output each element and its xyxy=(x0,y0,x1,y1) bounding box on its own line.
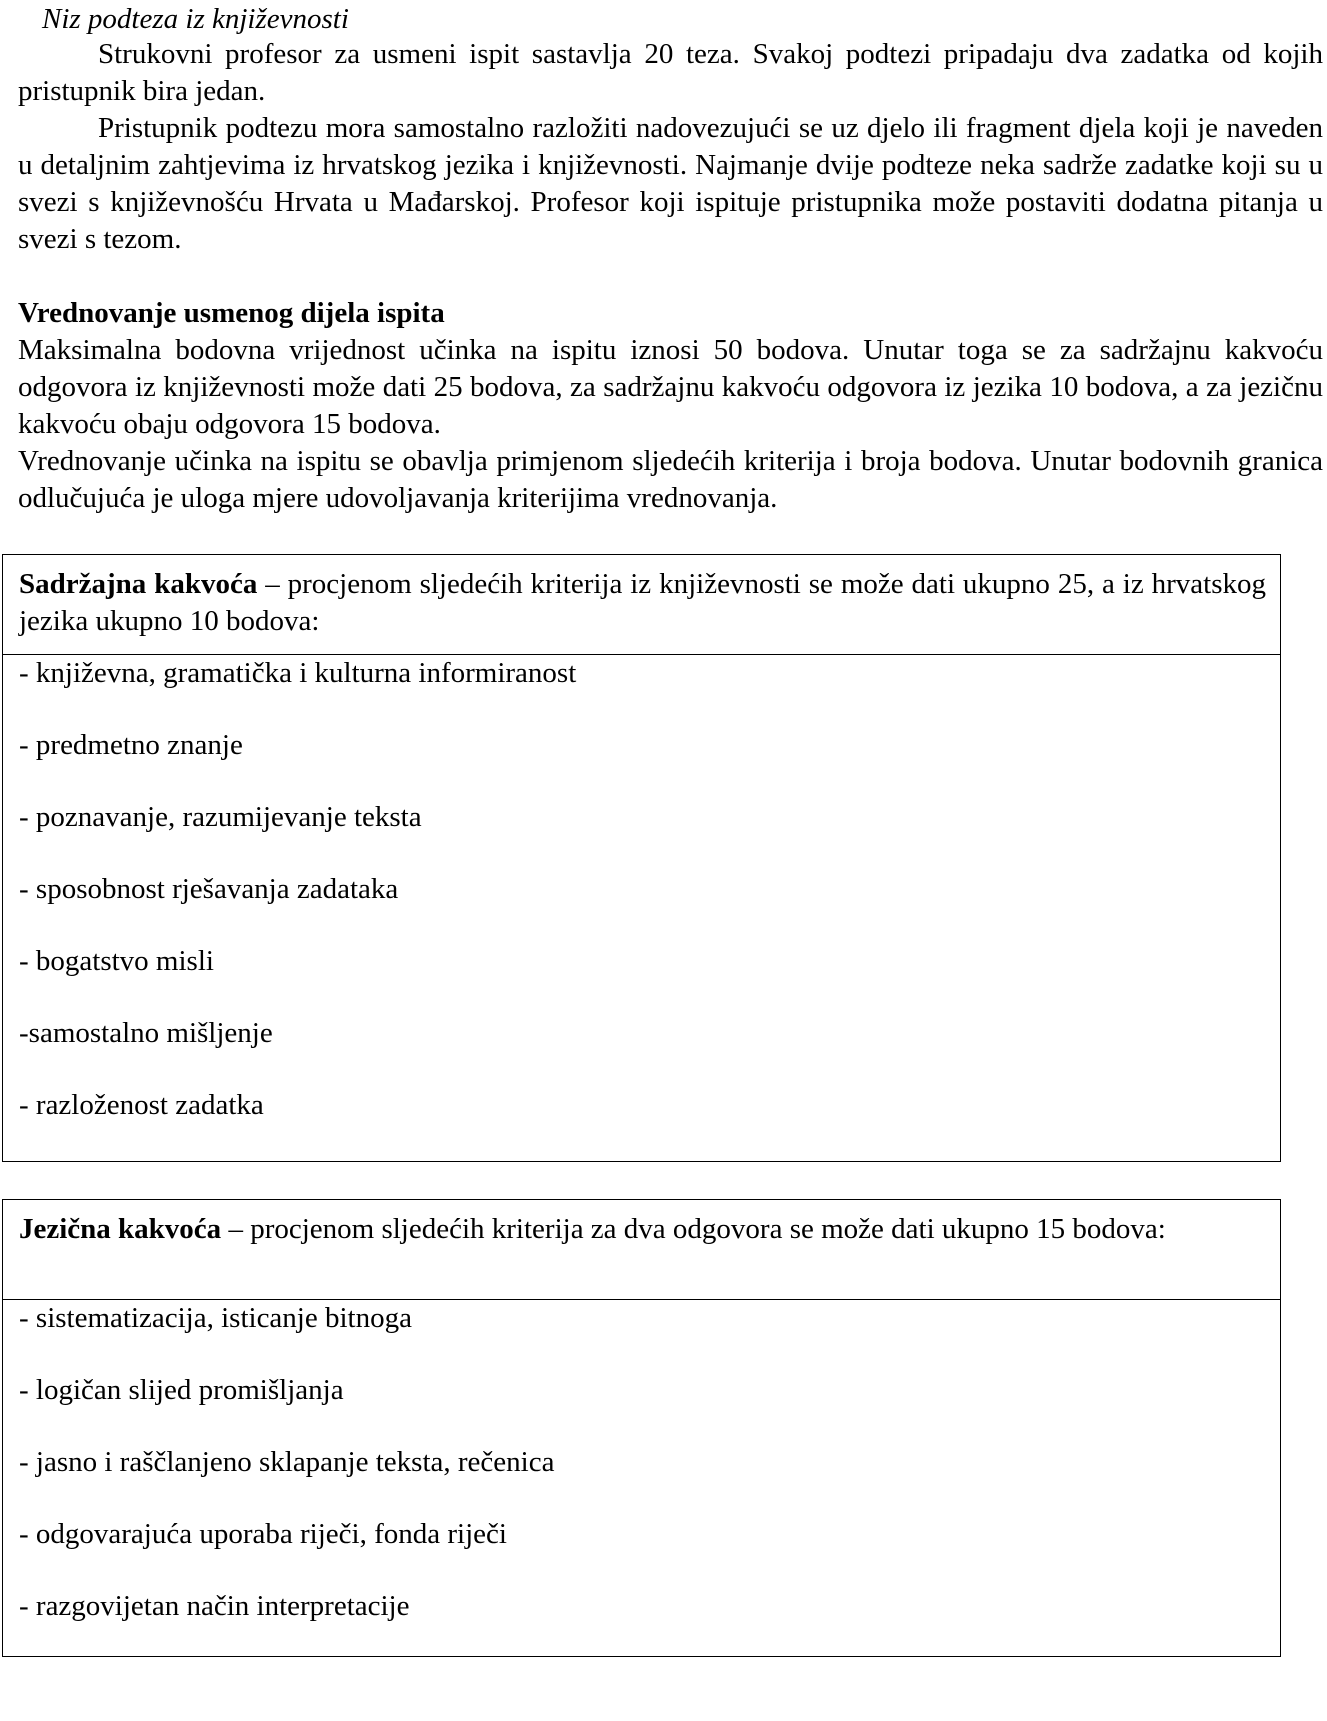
sadrzajna-kakvoca-table xyxy=(2,554,1281,1162)
criterion-item: - sistematizacija, isticanje bitnoga xyxy=(19,1302,412,1334)
section-heading: Vrednovanje usmenog dijela ispita xyxy=(18,297,445,329)
criterion-item: - logičan slijed promišljanja xyxy=(19,1374,344,1406)
subheading: Niz podteza iz književnosti xyxy=(42,3,349,35)
criterion-item: - književna, gramatička i kulturna informiranost xyxy=(19,657,577,689)
criterion-item: - poznavanje, razumijevanje teksta xyxy=(19,801,422,833)
jezicna-kakvoca-title: Jezična kakvoća xyxy=(19,1213,222,1245)
sadrzajna-kakvoca-description: – procjenom sljedećih kriterija iz književnosti se može dati ukupno 25, a iz hrvatskog jezika ukupno 10 bodova: xyxy=(19,568,1266,637)
criterion-item: - bogatstvo misli xyxy=(19,945,214,977)
jezicna-kakvoca-header xyxy=(3,1200,1280,1300)
jezicna-kakvoca-description: – procjenom sljedećih kriterija za dva odgovora se može dati ukupno 15 bodova: xyxy=(221,1213,1166,1245)
jezicna-criteria-list xyxy=(3,1300,1280,1656)
criterion-item: - odgovarajuća uporaba riječi, fonda riječi xyxy=(19,1518,507,1550)
criterion-item: - predmetno znanje xyxy=(19,729,243,761)
intro-paragraph-1: Strukovni profesor za usmeni ispit sastavlja 20 teza. Svakoj podtezi pripadaju dva zadatka od kojih pristupnik bira jedan. xyxy=(18,38,1323,107)
jezicna-kakvoca-table xyxy=(2,1199,1281,1657)
criterion-item: - jasno i raščlanjeno sklapanje teksta, rečenica xyxy=(19,1446,555,1478)
criterion-item: - sposobnost rješavanja zadataka xyxy=(19,873,399,905)
criterion-item: - razgovijetan način interpretacije xyxy=(19,1590,410,1622)
vrednovanje-paragraph-2: Vrednovanje učinka na ispitu se obavlja primjenom sljedećih kriterija i broja bodova. Unutar bodovnih granica odlučujuća je uloga mjere udovoljavanja kriterijima vrednovanja. xyxy=(18,445,1323,514)
document-page xyxy=(18,0,1323,1657)
vrednovanje-paragraph-1: Maksimalna bodovna vrijednost učinka na ispitu iznosi 50 bodova. Unutar toga se za sadržajnu kakvoću odgovora iz književnosti može dati 25 bodova, za sadržajnu kakvoću odgovora iz jezika 10 bodova, a za jezičnu kakvoću obaju odgovora 15 bodova. xyxy=(18,334,1323,440)
sadrzajna-criteria-list xyxy=(3,655,1280,1161)
sadrzajna-kakvoca-title: Sadržajna kakvoća xyxy=(19,568,258,600)
criterion-item: - razloženost zadatka xyxy=(19,1089,264,1121)
criterion-item: -samostalno mišljenje xyxy=(19,1017,273,1049)
intro-paragraph-2: Pristupnik podtezu mora samostalno razložiti nadovezujući se uz djelo ili fragment djela koji je naveden u detaljnim zahtjevima iz hrvatskog jezika i književnosti. Najmanje dvije podteze neka sadrže zadatke koji su u svezi s književnošću Hrvata u Mađarskoj. Profesor koji ispituje pristupnika može postaviti dodatna pitanja u svezi s tezom. xyxy=(18,112,1323,255)
sadrzajna-kakvoca-header xyxy=(3,555,1280,655)
